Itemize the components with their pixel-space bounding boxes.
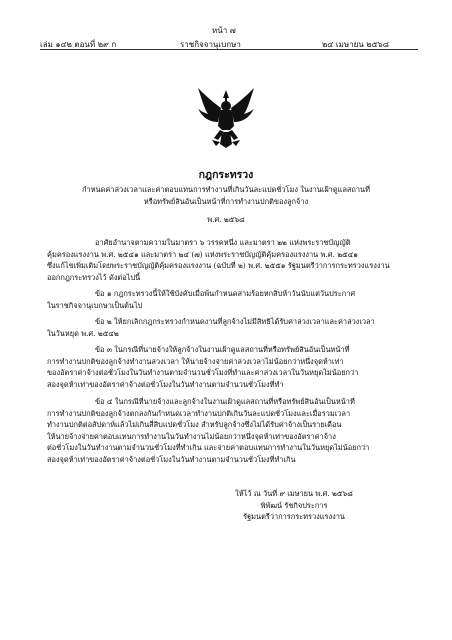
garuda-emblem-icon: [196, 86, 256, 152]
publication-date: ๒๔ เมษายน ๒๕๖๘: [322, 40, 389, 49]
clause-3: [47, 344, 417, 390]
clause-line: ข้อ ๔ ในกรณีที่นายจ้างและลูกจ้างในงานเฝ้าดูแลสถานที่หรือทรัพย์สินอันเป็นหน้าที่: [95, 397, 355, 406]
preamble-line: อาศัยอำนาจตามความในมาตรา ๖ วรรคหนึ่ง และมาตรา ๒๒ แห่งพระราชบัญญัติ: [95, 238, 351, 247]
clause-line: การทำงานปกติของลูกจ้างทำงานล่วงเวลา ให้นายจ้างจ่ายค่าล่วงเวลาไม่น้อยกว่าหนึ่งจุดห้าเท่า: [47, 356, 344, 366]
preamble-line: ออกกฎกระทรวงไว้ ดังต่อไปนี้: [47, 272, 141, 282]
header-divider: [40, 49, 418, 50]
clause-line: สองจุดห้าเท่าของอัตราค่าจ้างต่อชั่วโมงในวันทำงานตามจำนวนชั่วโมงที่ทำเกิน: [47, 454, 296, 464]
signatory-position: รัฐมนตรีว่าการกระทรวงแรงงาน: [243, 512, 345, 522]
clause-line: ข้อ ๒ ให้ยกเลิกกฎกระทรวงกำหนดงานที่ลูกจ้างไม่มีสิทธิได้รับค่าล่วงเวลาและค่าล่วงเวลา: [95, 317, 375, 326]
given-date: ให้ไว้ ณ วันที่ ๙ เมษายน พ.ศ. ๒๕๖๘: [235, 489, 353, 498]
preamble-line: ซึ่งแก้ไขเพิ่มเติมโดยพระราชบัญญัติคุ้มครองแรงงาน (ฉบับที่ ๒) พ.ศ. ๒๕๕๑ รัฐมนตรีว่าการกระทรวงแรงงาน: [47, 261, 390, 271]
year-line: พ.ศ. ๒๕๖๘: [207, 215, 245, 224]
subtitle-line-2: หรือทรัพย์สินอันเป็นหน้าที่การทำงานปกติของลูกจ้าง: [143, 197, 309, 206]
clause-line: ต่อชั่วโมงในวันทำงานตามจำนวนชั่วโมงที่ทำเกิน และจ่ายค่าตอบแทนการทำงานในวันหยุดไม่น้อยกว่า: [47, 443, 370, 453]
clause-line: ของอัตราค่าจ้างต่อชั่วโมงในวันทำงานตามจำนวนชั่วโมงที่ทำและค่าล่วงเวลาในวันหยุดไม่น้อยกว่า: [47, 368, 359, 378]
preamble-line: คุ้มครองแรงงาน พ.ศ. ๒๕๔๑ และมาตรา ๒๔ (๗) แห่งพระราชบัญญัติคุ้มครองแรงงาน พ.ศ. ๒๕๔๑: [47, 249, 358, 259]
clause-line: ในราชกิจจานุเบกษาเป็นต้นไป: [47, 300, 143, 310]
document-title: กฎกระทรวง: [198, 169, 254, 181]
volume-issue: เล่ม ๑๔๒ ตอนที่ ๒๙ ก: [40, 40, 117, 49]
clause-line: ทำงานปกติต่อสัปดาห์แล้วไม่เกินสี่สิบแปดชั่วโมง สำหรับลูกจ้างซึ่งไม่ได้รับค่าจ้างเป็นรายเดือน: [47, 420, 342, 430]
subtitle-line-1: กำหนดค่าล่วงเวลาและค่าตอบแทนการทำงานที่เกินวันละแปดชั่วโมง ในงานเฝ้าดูแลสถานที่: [82, 185, 370, 194]
clause-line: ข้อ ๑ กฎกระทรวงนี้ให้ใช้บังคับเมื่อพ้นกำหนดสามร้อยหกสิบห้าวันนับแต่วันประกาศ: [95, 289, 356, 298]
signatory-name: พิพัฒน์ รัชกิจประการ: [260, 500, 328, 510]
gazette-name: ราชกิจจานุเบกษา: [180, 40, 241, 49]
clause-line: ในวันหยุด พ.ศ. ๒๕๔๒: [47, 328, 119, 338]
clause-line: การทำงานปกติของลูกจ้างตกลงกันกำหนดเวลาทำงานปกติเกินวันละแปดชั่วโมงและเมื่อรวมเวลา: [47, 408, 351, 418]
clause-line: ให้นายจ้างจ่ายค่าตอบแทนการทำงานในวันทำงานไม่น้อยกว่าหนึ่งจุดห้าเท่าของอัตราค่าจ้าง: [47, 431, 336, 441]
page-number: หน้า ๗: [212, 26, 236, 35]
clause-line: สองจุดห้าเท่าของอัตราค่าจ้างต่อชั่วโมงในวันทำงานตามจำนวนชั่วโมงที่ทำ: [47, 379, 284, 389]
signature-block: [224, 488, 364, 523]
clause-line: ข้อ ๓ ในกรณีที่นายจ้างให้ลูกจ้างในงานเฝ้าดูแลสถานที่หรือทรัพย์สินอันเป็นหน้าที่: [95, 345, 350, 354]
clause-2: [47, 316, 417, 339]
clause-4: [47, 396, 417, 466]
clause-1: [47, 288, 417, 311]
preamble: [47, 237, 417, 283]
